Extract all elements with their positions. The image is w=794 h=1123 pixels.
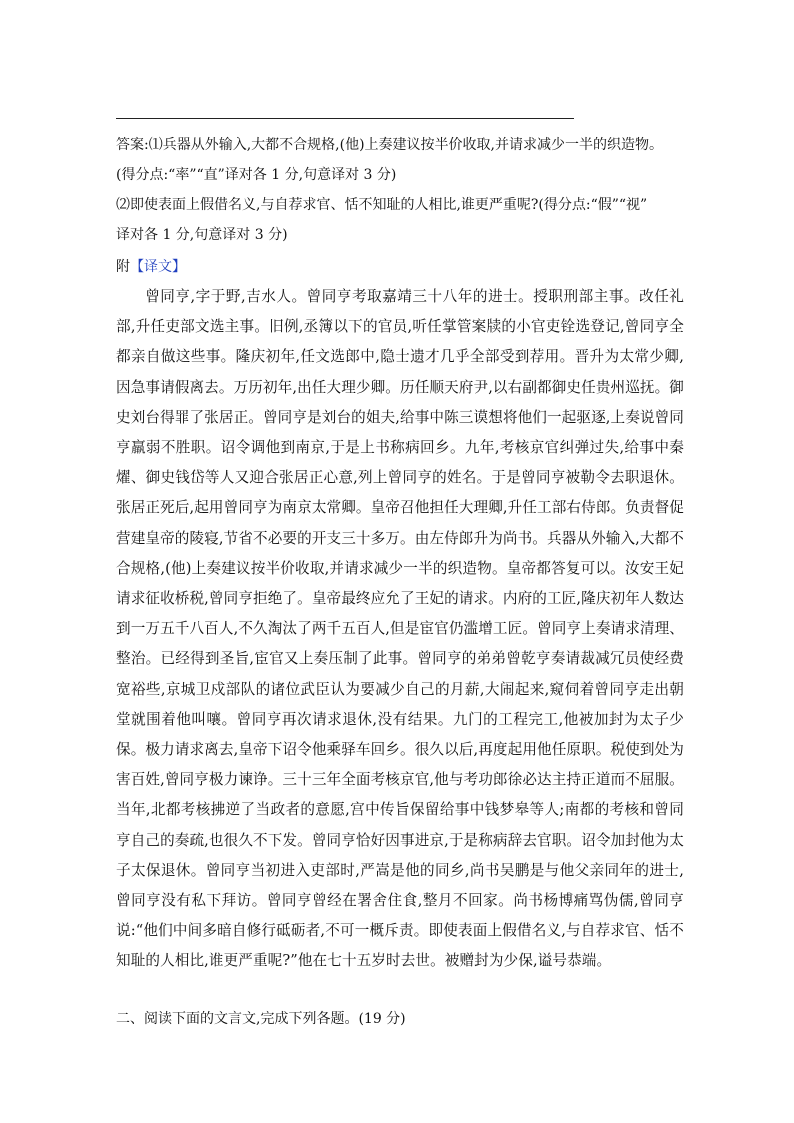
answer-line-1: 答案:⑴兵器从外输入,大都不合规格,(他)上奏建议按半价收取,并请求减少一半的织造物。 [116,137,663,153]
answer-line-3: ⑵即使表面上假借名义,与自荐求官、恬不知耻的人相比,谁更严重呢?(得分点:“假”“视” [116,197,648,213]
answer-line-4: 译对各 1 分,句意译对 3 分) [116,227,288,243]
translation-tag: 【译文】 [130,259,186,275]
separator-line [116,118,574,119]
section-2-heading: 二、阅读下面的文言文,完成下列各题。(19 分) [116,1011,406,1027]
answer-line-2: (得分点:“率”“直”译对各 1 分,句意译对 3 分) [116,167,397,183]
appendix-heading [116,252,684,282]
translation-paragraph: 曾同亨,字于野,吉水人。曾同亨考取嘉靖三十八年的进士。授职刑部主事。改任礼部,升任吏部文选主事。旧例,丞簿以下的官员,听任掌管案牍的小官吏铨选登记,曾同亨全都亲自做这些事。隆庆初年,任文选郎中,隐士遗才几乎全部受到荐用。晋升为太常少卿,因急事请假离去。万历初年,出任大理少卿。历任顺天府尹,以右副都御史任贵州巡抚。御史刘台得罪了张居正。曾同亨是刘台的姐夫,给事中陈三谟想将他们一起驱逐,上奏说曾同亨羸弱不胜职。诏令调他到南京,于是上书称病回乡。九年,考核京官纠弹过失,给事中秦燿、御史钱岱等人又迎合张居正心意,列上曾同亨的姓名。于是曾同亨被勒令去职退休。张居正死后,起用曾同亨为南京太常卿。皇帝召他担任大理卿,升任工部右侍郎。负责督促营建皇帝的陵寝,节省不必要的开支三十多万。由左侍郎升为尚书。兵器从外输入,大都不合规格,(他)上奏建议按半价收取,并请求减少一半的织造物。皇帝都答复可以。汝安王妃请求征收桥税,曾同亨拒绝了。皇帝最终应允了王妃的请求。内府的工匠,隆庆初年人数达到一万五千八百人,不久淘汰了两千五百人,但是宦官仍滥增工匠。曾同亨上奏请求清理、整治。已经得到圣旨,宦官又上奏压制了此事。曾同亨的弟弟曾乾亨奏请裁减冗员使经费宽裕些,京城卫戍部队的诸位武臣认为要减少自己的月薪,大闹起来,窥伺着曾同亨走出朝堂就围着他叫嚷。曾同亨再次请求退休,没有结果。九门的工程完工,他被加封为太子少保。极力请求离去,皇帝下诏令他乘驿车回乡。很久以后,再度起用他任原职。税使到处为害百姓,曾同亨极力谏诤。三十三年全面考核京官,他与考功郎徐必达主持正道而不屈服。当年,北都考核拂逆了当政者的意愿,宫中传旨保留给事中钱梦皋等人;南都的考核和曾同亨自己的奏疏,也很久不下发。曾同亨恰好因事进京,于是称病辞去官职。诏令加封他为太子太保退休。曾同亨当初进入吏部时,严嵩是他的同乡,尚书吴鹏是与他父亲同年的进士,曾同亨没有私下拜访。曾同亨曾经在署舍住食,整月不回家。尚书杨博痛骂伪儒,曾同亨说:“他们中间多暗自修行砥砺者,不可一概斥责。即使表面上假借名义,与自荐求官、恬不知耻的人相比,谁更严重呢?”他在七十五岁时去世。被赠封为少保,谥号恭端。 [116,288,684,970]
answer-block [116,130,684,250]
appendix-prefix: 附 [116,259,130,275]
